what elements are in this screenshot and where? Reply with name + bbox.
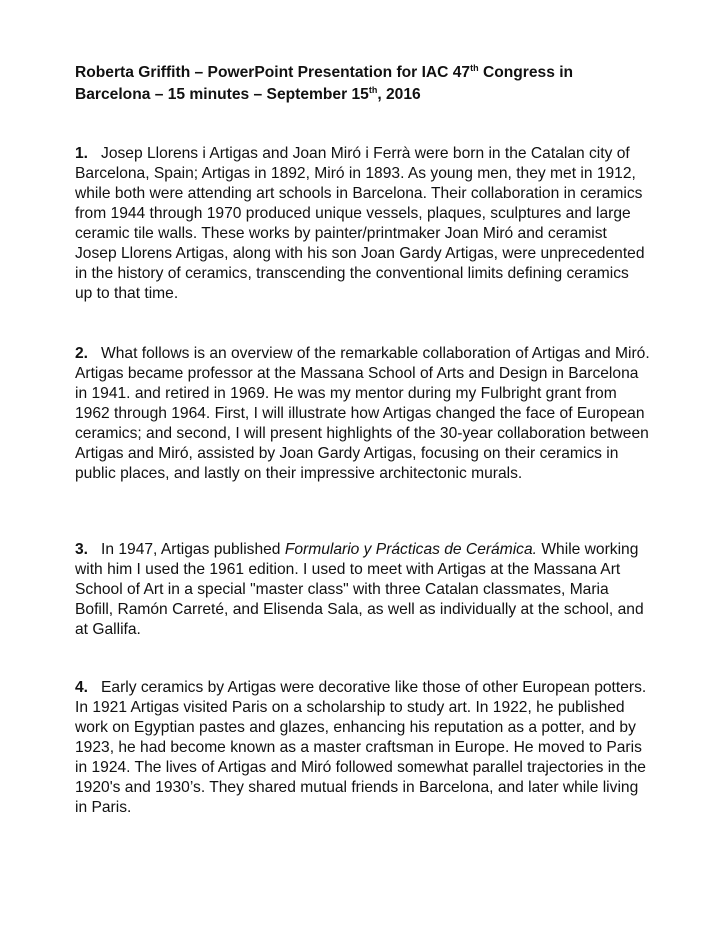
title-line1-end: Congress in	[478, 64, 574, 81]
paragraph-number: 4.	[75, 679, 89, 696]
paragraph-number: 3.	[75, 541, 89, 558]
paragraph-text: Early ceramics by Artigas were decorative like those of other European potters. In 1921 Artigas visited Paris on a scholarship to study art. In 1922, he published work on Egyptian pastes and glazes, enhancing his reputation as a potter, and by 1923, he had become known as a master craftsman in Europe. He moved to Paris in 1924. The lives of Artigas and Miró followed somewhat parallel trajectories in the 1920's and 1930’s. They shared mutual friends in Barcelona, and later while living in Paris.	[75, 679, 647, 816]
paragraph-text-before: In 1947, Artigas published	[101, 541, 285, 558]
paragraph-2	[75, 344, 650, 484]
paragraph-3	[75, 540, 650, 640]
paragraph-text-after: While working with him I used the 1961 edition. I used to meet with Artigas at the Massana Art School of Art in a special "master class" with three Catalan classmates, Maria Bofill, Ramón Carreté, and Elisenda Sala, as well as individually at the school, and at Gallifa.	[75, 541, 644, 638]
paragraph-text: Josep Llorens i Artigas and Joan Miró i Ferrà were born in the Catalan city of Barcelona, Spain; Artigas in 1892, Miró in 1893. As young men, they met in 1912, while both were attending art schools in Barcelona. Their collaboration in ceramics from 1944 through 1970 produced unique vessels, plaques, sculptures and large ceramic tile walls. These works by painter/printmaker Joan Miró and ceramist Josep Llorens Artigas, along with his son Joan Gardy Artigas, were unprecedented in the history of ceramics, transcending the conventional limits defining ceramics up to that time.	[75, 145, 645, 302]
title-line2-text: Barcelona – 15 minutes – September 15	[75, 86, 369, 103]
paragraph-1	[75, 144, 650, 304]
title-line2-end: , 2016	[377, 86, 421, 103]
title-superscript-2: th	[368, 84, 378, 95]
book-title: Formulario y Prácticas de Cerámica.	[284, 541, 537, 558]
title-line1-text: Roberta Griffith – PowerPoint Presentation for IAC 47	[75, 64, 471, 81]
paragraph-4	[75, 678, 650, 818]
document-page	[75, 62, 650, 816]
document-title	[75, 62, 650, 106]
paragraph-number: 1.	[75, 145, 89, 162]
paragraph-number: 2.	[75, 345, 89, 362]
paragraph-text: What follows is an overview of the remarkable collaboration of Artigas and Miró. Artigas became professor at the Massana School of Arts and Design in Barcelona in 1941. and retired in 1969. He was my mentor during my Fulbright grant from 1962 through 1964. First, I will illustrate how Artigas changed the face of European ceramics; and second, I will present highlights of the 30-year collaboration between Artigas and Miró, assisted by Joan Gardy Artigas, focusing on their ceramics in public places, and lastly on their impressive architectonic murals.	[75, 345, 650, 482]
title-superscript-1: th	[470, 62, 479, 73]
